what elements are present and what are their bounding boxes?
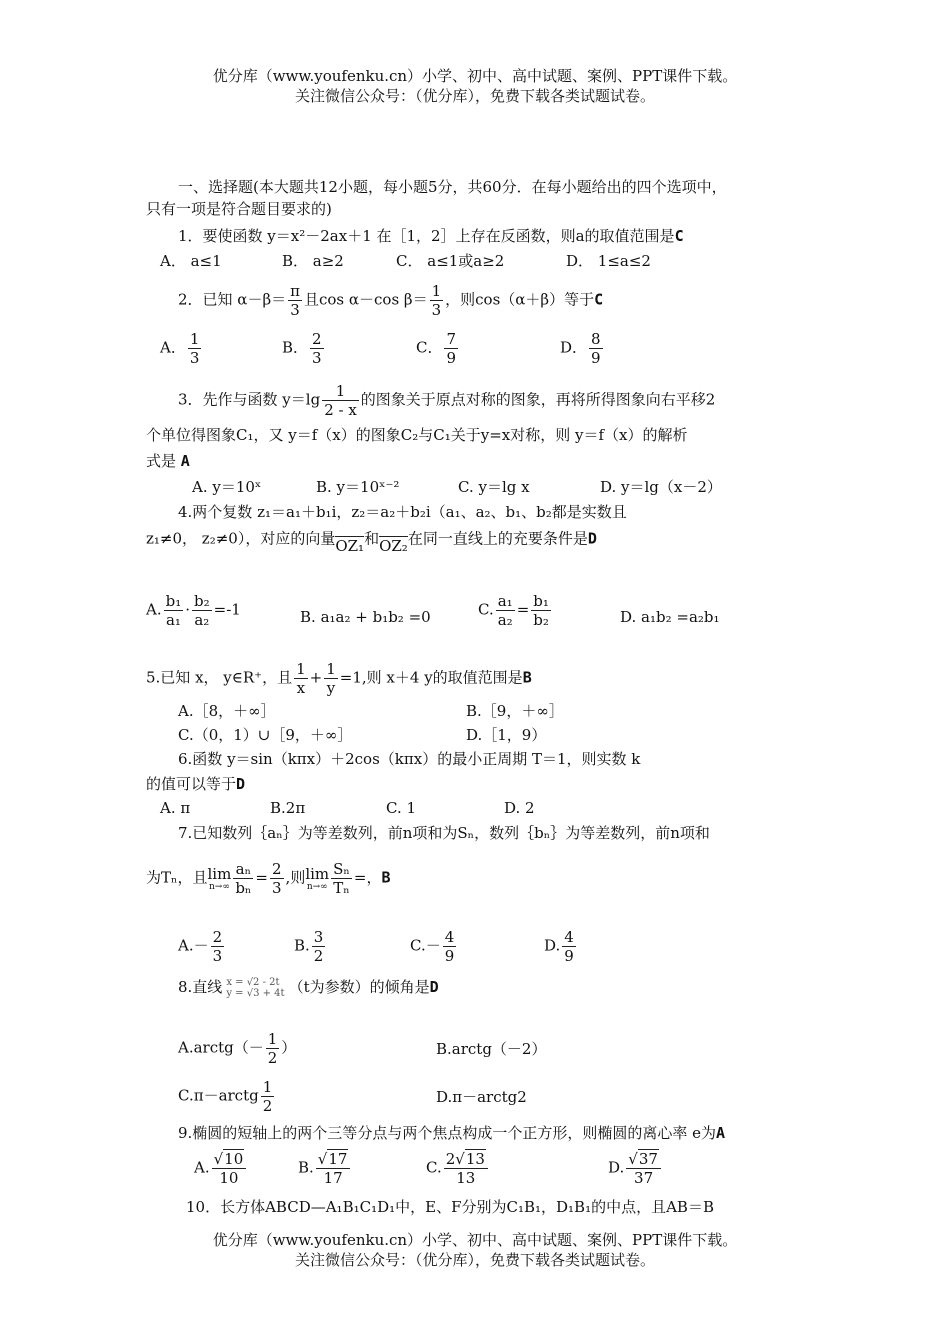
denominator: y	[326, 679, 336, 697]
question-1	[178, 225, 684, 247]
vector-oz2: OZ₂	[379, 537, 408, 555]
numerator: 1	[431, 282, 442, 300]
coefficient: 2	[445, 1150, 456, 1168]
limit	[208, 866, 232, 892]
radicand: 13	[465, 1150, 485, 1168]
option-label: D.	[620, 608, 637, 626]
numerator: 2	[312, 330, 322, 348]
denominator: 2	[267, 1049, 278, 1067]
denominator: 3	[189, 349, 200, 367]
option-label: D.	[608, 1158, 625, 1177]
denominator: a₁	[165, 611, 181, 629]
q2-option-d	[560, 330, 605, 367]
question-3-line-3	[146, 450, 190, 472]
numerator: π	[290, 282, 300, 300]
denominator: a₂	[497, 611, 513, 629]
numerator: 1	[189, 330, 200, 348]
answer-3: A	[180, 452, 190, 470]
numerator: 2	[272, 860, 282, 878]
q1-option-d: D． 1≤a≤2	[566, 252, 651, 270]
denominator: a₂	[194, 611, 210, 629]
fraction-1-y	[324, 660, 338, 697]
option-fraction	[626, 1150, 661, 1187]
q5-option-c: C.（0，1）∪［9，＋∞］	[178, 726, 353, 744]
denominator: 9	[444, 947, 455, 965]
q9-option-d	[608, 1150, 663, 1187]
denominator: 3	[290, 301, 300, 319]
numerator: √17	[316, 1150, 351, 1169]
q5-option-d: D.［1，9）	[466, 726, 547, 744]
question-5	[146, 660, 532, 697]
q6-option-c: C. 1	[386, 799, 417, 817]
option-fraction	[261, 1078, 275, 1115]
q2-part-3: ，则cos（α＋β）等于	[445, 290, 595, 309]
q4-part-2: 在同一直线上的充要条件是	[407, 529, 588, 548]
q9-stem: 9.椭圆的短轴上的两个三等分点与两个焦点构成一个正方形，则椭圆的离心率 e为	[178, 1124, 716, 1142]
option-fraction	[444, 330, 458, 367]
option-fraction	[562, 928, 576, 965]
fraction-an-bn	[233, 860, 253, 897]
option-fraction	[188, 330, 202, 367]
numerator: b₁	[533, 592, 549, 610]
q8-option-b	[436, 1030, 546, 1060]
question-3	[178, 382, 715, 419]
denominator: 17	[323, 1169, 343, 1187]
q6-option-a: A. π	[160, 799, 191, 817]
question-7-line-2	[146, 860, 391, 897]
option-text: D.π－arctg2	[436, 1088, 527, 1106]
q3-part-2: 的图象关于原点对称的图象，再将所得图象向右平移2	[360, 390, 716, 409]
option-fraction	[316, 1150, 351, 1187]
system-row-1: x = √2 - 2t	[226, 977, 280, 988]
option-label: A.－	[178, 936, 209, 955]
option-label: B.	[298, 1158, 314, 1177]
numerator: 2	[212, 928, 223, 946]
q1-option-b: B． a≥2	[282, 252, 344, 270]
rhs: =-1	[213, 600, 241, 619]
numerator: 1	[326, 660, 336, 678]
denominator: 9	[446, 349, 457, 367]
option-fraction	[589, 330, 603, 367]
plus: +	[309, 668, 323, 687]
q4-option-a	[146, 592, 241, 629]
answer-5: B	[522, 668, 532, 687]
answer-2: C	[594, 290, 604, 309]
option-fraction	[312, 928, 326, 965]
question-4-line-2	[146, 524, 597, 555]
q4-option-d	[620, 592, 720, 628]
q8-option-a	[178, 1030, 296, 1067]
radicand: 17	[328, 1150, 348, 1168]
q8-option-c	[178, 1078, 276, 1115]
question-8	[178, 976, 439, 999]
denominator: 3	[431, 301, 442, 319]
q6-option-b: B.2π	[270, 799, 306, 817]
header-line-1: 优分库（www.youfenku.cn）小学、初中、高中试题、案例、PPT课件下载。	[212, 67, 738, 85]
q3-option-d: D. y＝lg（x－2）	[600, 478, 722, 496]
q4-option-b	[300, 592, 431, 628]
option-fraction	[211, 928, 225, 965]
question-7: 7.已知数列｛aₙ｝为等差数列，前n项和为Sₙ，数列｛bₙ｝为等差数列，前n项和	[178, 824, 710, 842]
numerator: 4	[564, 928, 574, 946]
option-label: A.	[146, 600, 162, 619]
question-6: 6.函数 y＝sin（kπx）＋2cos（kπx）的最小正周期 T＝1，则实数 k	[178, 750, 641, 768]
option-label: A.	[194, 1158, 210, 1177]
denominator: 37	[634, 1169, 654, 1187]
q2-part-2: 且cos α－cos β＝	[303, 290, 428, 309]
denominator: 2	[313, 947, 324, 965]
numerator: 3	[313, 928, 324, 946]
q8-part-2: （t为参数）的倾角是	[288, 978, 430, 996]
numerator: √37	[626, 1150, 661, 1169]
option-label: B.	[300, 608, 316, 626]
option-label: B.	[294, 936, 310, 955]
option-fraction	[212, 1150, 247, 1187]
lim-subscript: n→∞	[208, 881, 230, 892]
numerator: 4	[444, 928, 455, 946]
option-fraction	[496, 592, 515, 629]
q7-option-a	[178, 928, 226, 965]
numerator: 1	[262, 1078, 273, 1096]
q2-option-a	[160, 330, 203, 367]
lim-label: lim	[305, 864, 330, 883]
q9-option-c	[426, 1150, 490, 1187]
q7-option-c	[410, 928, 458, 965]
header-line-2: 关注微信公众号：（优分库），免费下载各类试题试卷。	[294, 87, 655, 105]
option-label: C.－	[410, 936, 441, 955]
section-title-cont: 只有一项是符合题目要求的)	[146, 200, 332, 218]
numerator: 1	[322, 382, 359, 401]
answer-9: A	[715, 1124, 725, 1142]
equals: =，	[353, 868, 382, 887]
question-2	[178, 282, 603, 319]
option-expression: a₁b₂ =a₂b₁	[641, 608, 720, 626]
numerator: b₁	[165, 592, 182, 610]
option-fraction	[266, 1030, 280, 1067]
q3-option-b: B. y＝10ˣ⁻²	[316, 478, 400, 496]
vector-oz1: OZ₁	[335, 537, 365, 555]
equals: =	[255, 868, 268, 887]
denominator: 2	[262, 1097, 273, 1115]
denominator: b₂	[533, 611, 549, 629]
q7-then: ,则	[285, 868, 306, 887]
denominator: x	[296, 679, 306, 697]
q7-option-d	[544, 928, 578, 965]
numerator: 8	[591, 330, 601, 348]
denominator: 3	[312, 349, 322, 367]
option-expression: a₁a₂ + b₁b₂ =0	[320, 608, 431, 626]
fraction-sn-tn	[331, 860, 352, 897]
q2-option-c	[416, 330, 460, 367]
denominator: bₙ	[235, 879, 252, 897]
q4-part-1: z₁≠0， z₂≠0），对应的向量	[146, 529, 336, 548]
q3-option-a: A. y＝10ˣ	[192, 478, 262, 496]
denominator: 13	[456, 1169, 476, 1187]
fraction-1-3	[430, 282, 444, 319]
q1-option-c: C． a≤1或a≥2	[396, 252, 505, 270]
denominator: 10	[219, 1169, 239, 1187]
footer-line-1: 优分库（www.youfenku.cn）小学、初中、高中试题、案例、PPT课件下载。	[212, 1231, 738, 1249]
question-9	[178, 1122, 725, 1144]
denominator: 9	[564, 947, 574, 965]
q6-part-2: 的值可以等于	[146, 775, 237, 793]
denominator: Tₙ	[333, 879, 350, 897]
dot: ·	[185, 600, 191, 619]
q7-option-b	[294, 928, 327, 965]
option-label: C.	[478, 600, 494, 619]
q3-part-1: 3．先作与函数 y＝lg	[178, 390, 321, 409]
fraction-2-3	[270, 860, 284, 897]
answer-7: B	[381, 868, 391, 887]
q5-option-a: A.［8，＋∞］	[178, 702, 276, 720]
q5-part-1: 5.已知 x， y∈R⁺，且	[146, 668, 293, 687]
numerator: 1	[296, 660, 306, 678]
answer-8: D	[429, 978, 439, 996]
fraction-pi-3	[288, 282, 302, 319]
section-title: 一、选择题(本大题共12小题，每小题5分，共60分．在每小题给出的四个选项中，	[178, 178, 727, 196]
answer-6: D	[236, 775, 246, 793]
q4-and: 和	[364, 529, 380, 548]
option-label: A.arctg（－	[178, 1038, 264, 1057]
numerator: a₁	[497, 592, 513, 610]
option-fraction	[444, 1150, 488, 1187]
denominator: 3	[272, 879, 282, 897]
q9-option-b	[298, 1150, 352, 1187]
q1-option-a: A． a≤1	[160, 252, 222, 270]
q8-option-d	[436, 1078, 527, 1108]
q3-part-3: 式是	[146, 452, 177, 470]
numerator: 7	[446, 330, 457, 348]
q5-option-b: B.［9，＋∞］	[466, 702, 564, 720]
option-label: D．	[560, 338, 588, 357]
denominator: 2 - x	[324, 401, 357, 419]
option-label: B．	[282, 338, 309, 357]
option-fraction	[531, 592, 551, 629]
numerator: Sₙ	[333, 860, 350, 878]
closing-paren: ）	[281, 1038, 297, 1057]
radicand: 10	[224, 1150, 244, 1168]
numerator: b₂	[194, 592, 210, 610]
numerator: aₙ	[233, 860, 253, 879]
radicand: 37	[638, 1150, 658, 1168]
lim-label: lim	[207, 864, 232, 883]
q2-part-1: 2．已知 α－β＝	[178, 290, 287, 309]
footer-line-2: 关注微信公众号：（优分库），免费下载各类试题试卷。	[294, 1251, 655, 1269]
q3-option-c: C. y＝lg x	[458, 478, 530, 496]
question-10: 10．长方体ABCD—A₁B₁C₁D₁中，E、F分别为C₁B₁，D₁B₁的中点，且AB＝B	[186, 1198, 714, 1216]
numerator: 1	[267, 1030, 278, 1048]
option-label: C．	[416, 338, 443, 357]
denominator: 9	[591, 349, 601, 367]
option-text: B.arctg（－2）	[436, 1040, 547, 1058]
q6-option-d: D. 2	[504, 799, 535, 817]
fraction-1-over-2-x	[322, 382, 359, 419]
parametric-system	[226, 977, 284, 999]
option-label: A．	[160, 338, 186, 357]
option-fraction	[310, 330, 324, 367]
q9-option-a	[194, 1150, 248, 1187]
equals: =	[516, 600, 530, 619]
answer-4: D	[587, 529, 597, 548]
option-fraction	[164, 592, 184, 629]
numerator: 2√13	[444, 1150, 488, 1169]
q4-option-c	[478, 592, 553, 629]
question-6-line-2	[146, 773, 245, 795]
denominator: 3	[212, 947, 223, 965]
q7-part-1: 为Tₙ，且	[146, 868, 208, 887]
question-3-line-2: 个单位得图象C₁，又 y＝f（x）的图象C₂与C₁关于y=x对称，则 y＝f（x）的解析	[146, 426, 688, 444]
q2-option-b	[282, 330, 326, 367]
option-fraction	[443, 928, 457, 965]
system-row-2: y = √3 + 4t	[226, 988, 285, 999]
option-label: C.	[426, 1158, 442, 1177]
q8-part-1: 8.直线	[178, 978, 223, 996]
option-fraction	[192, 592, 212, 629]
question-4: 4.两个复数 z₁＝a₁＋b₁i，z₂＝a₂＋b₂i（a₁、a₂、b₁、b₂都是实数且	[178, 503, 627, 521]
lim-subscript: n→∞	[306, 881, 328, 892]
option-label: D.	[544, 936, 561, 955]
answer-1: C	[674, 227, 684, 245]
fraction-1-x	[294, 660, 308, 697]
limit	[305, 866, 329, 892]
q5-part-2: =1,则 x＋4 y的取值范围是	[339, 668, 523, 687]
question-1-stem: 1．要使函数 y＝x²－2ax＋1 在［1，2］上存在反函数，则a的取值范围是	[178, 227, 675, 245]
option-label: C.π－arctg	[178, 1086, 259, 1105]
numerator: √10	[212, 1150, 247, 1169]
